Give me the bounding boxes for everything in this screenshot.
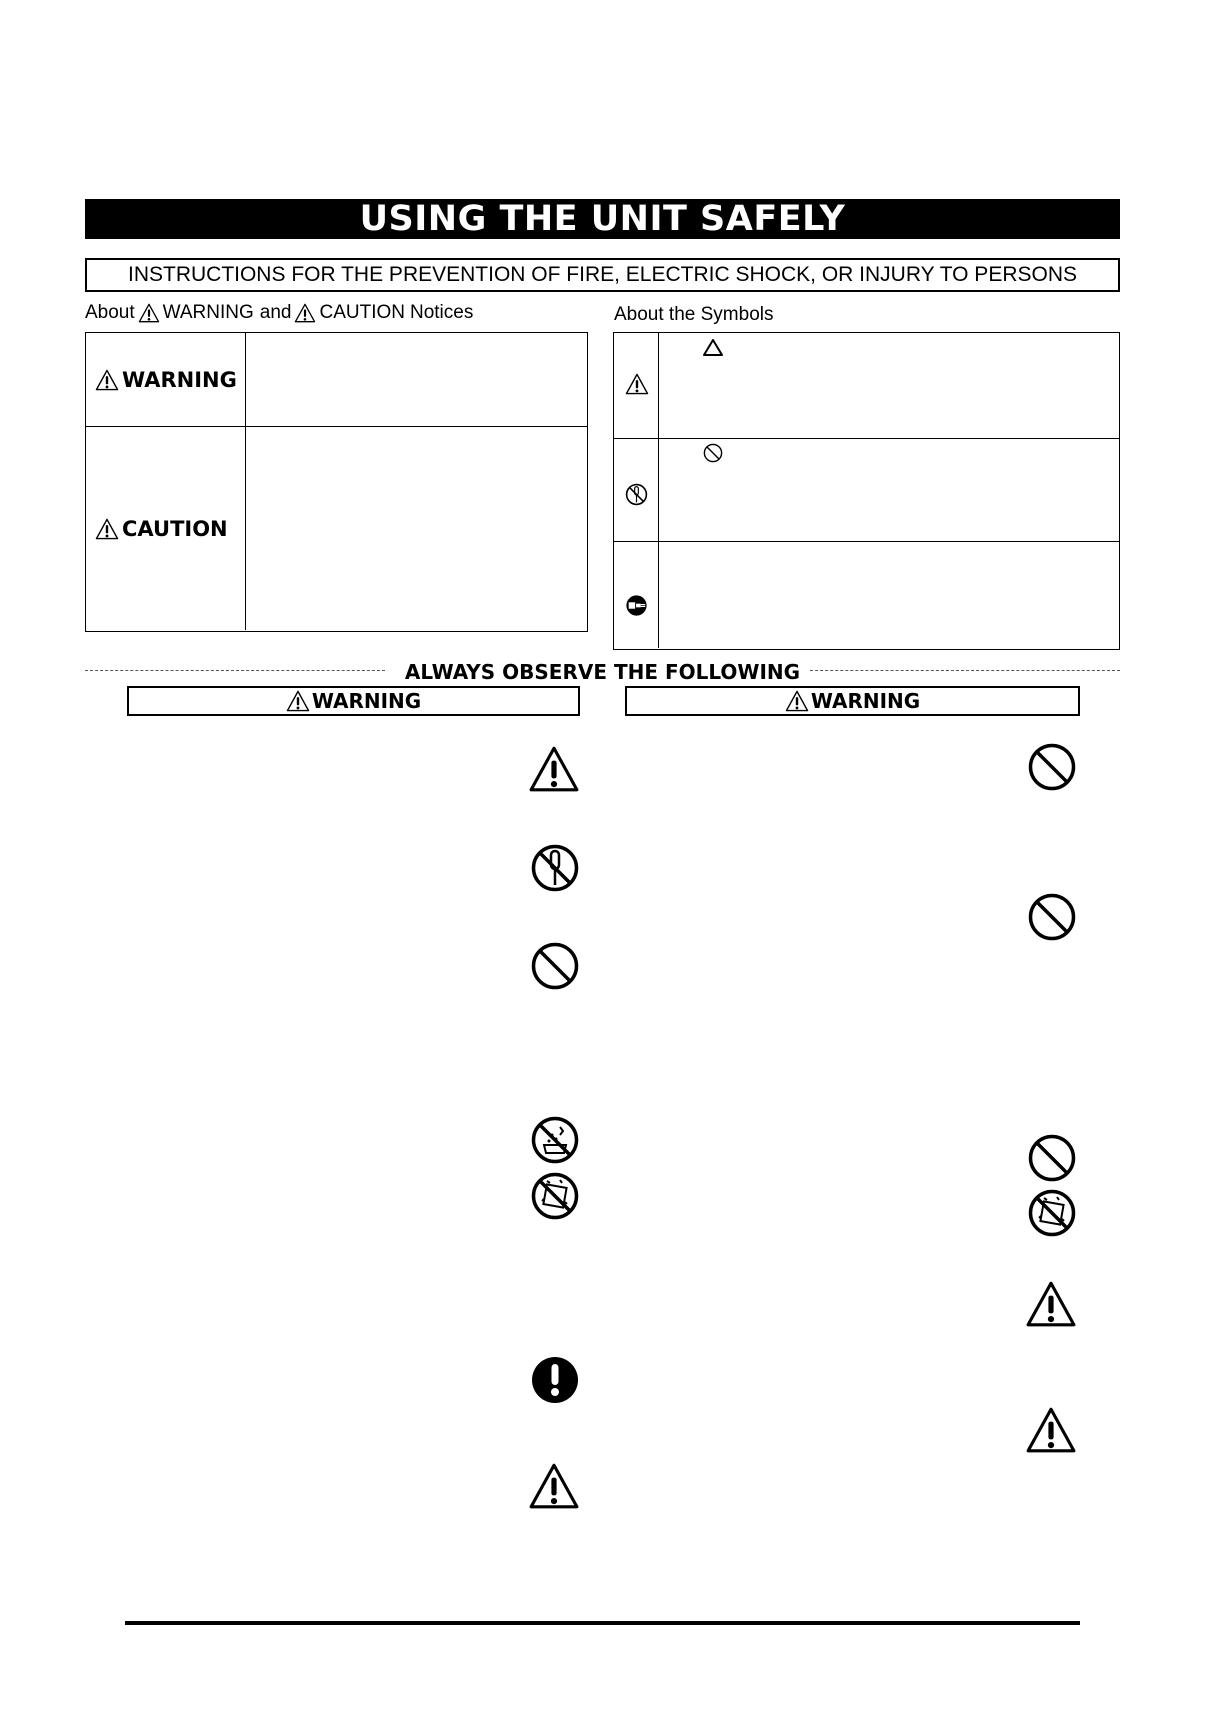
symbol-row-icon-cell [614,333,659,438]
prohibited-icon [1027,892,1077,942]
notices-heading-warning: WARNING [162,302,254,323]
notices-heading-about: About [85,302,135,323]
notices-table [85,332,588,632]
notices-heading-and: and [259,302,292,323]
warning-notice-text: WARNING [122,367,237,392]
right-warning-label: WARNING [810,689,921,713]
left-warning-label: WARNING [311,689,422,713]
left-warning-header [127,686,580,716]
warning-triangle-icon [95,369,119,391]
warning-triangle-icon [286,690,310,712]
symbols-heading: About the Symbols [614,304,774,325]
warning-notice-label [86,333,246,426]
caution-triangle-icon [294,303,316,323]
notices-heading-notices: Notices [409,302,474,323]
warning-triangle-icon [138,303,160,323]
caution-triangle-icon [95,518,119,540]
right-warning-header [625,686,1080,716]
always-observe-divider [85,660,1120,684]
caution-notice-row [86,427,587,630]
warning-triangle-icon [528,745,580,793]
caution-notice-label [86,427,246,630]
no-disassembly-icon [625,483,648,506]
always-observe-heading: ALWAYS OBSERVE THE FOLLOWING [397,660,808,684]
warning-triangle-icon [1025,1280,1077,1328]
notices-heading-caution: CAUTION [319,302,405,323]
no-vibration-icon [530,1171,580,1221]
warning-triangle-icon [1025,1406,1077,1454]
no-disassembly-icon [530,843,580,893]
symbols-table [613,332,1120,650]
symbol-row-icon-cell [614,439,659,541]
prohibited-icon [1027,742,1077,792]
warning-triangle-icon [625,373,649,395]
page-title: USING THE UNIT SAFELY [85,199,1120,239]
warning-triangle-icon [528,1462,580,1510]
warning-notice-row [86,333,587,427]
warning-triangle-icon [785,690,809,712]
prohibited-icon [530,941,580,991]
triangle-icon [702,338,724,357]
prohibited-icon [1027,1133,1077,1183]
subtitle-banner: INSTRUCTIONS FOR THE PREVENTION OF FIRE, ELECTRIC SHOCK, OR INJURY TO PERSONS [85,258,1120,292]
prohibited-circle-icon [703,443,723,463]
mandatory-action-icon [530,1355,580,1405]
caution-notice-text: CAUTION [122,516,228,541]
symbol-row-mandatory [614,542,1119,648]
no-water-icon [530,1115,580,1165]
notices-heading [85,302,473,324]
symbol-row-prohibited [614,439,1119,542]
unplug-icon [625,594,648,617]
symbol-row-icon-cell [614,542,659,648]
symbol-row-triangle [614,333,1119,439]
no-vibration-icon [1027,1188,1077,1238]
footer-rule [125,1621,1080,1625]
